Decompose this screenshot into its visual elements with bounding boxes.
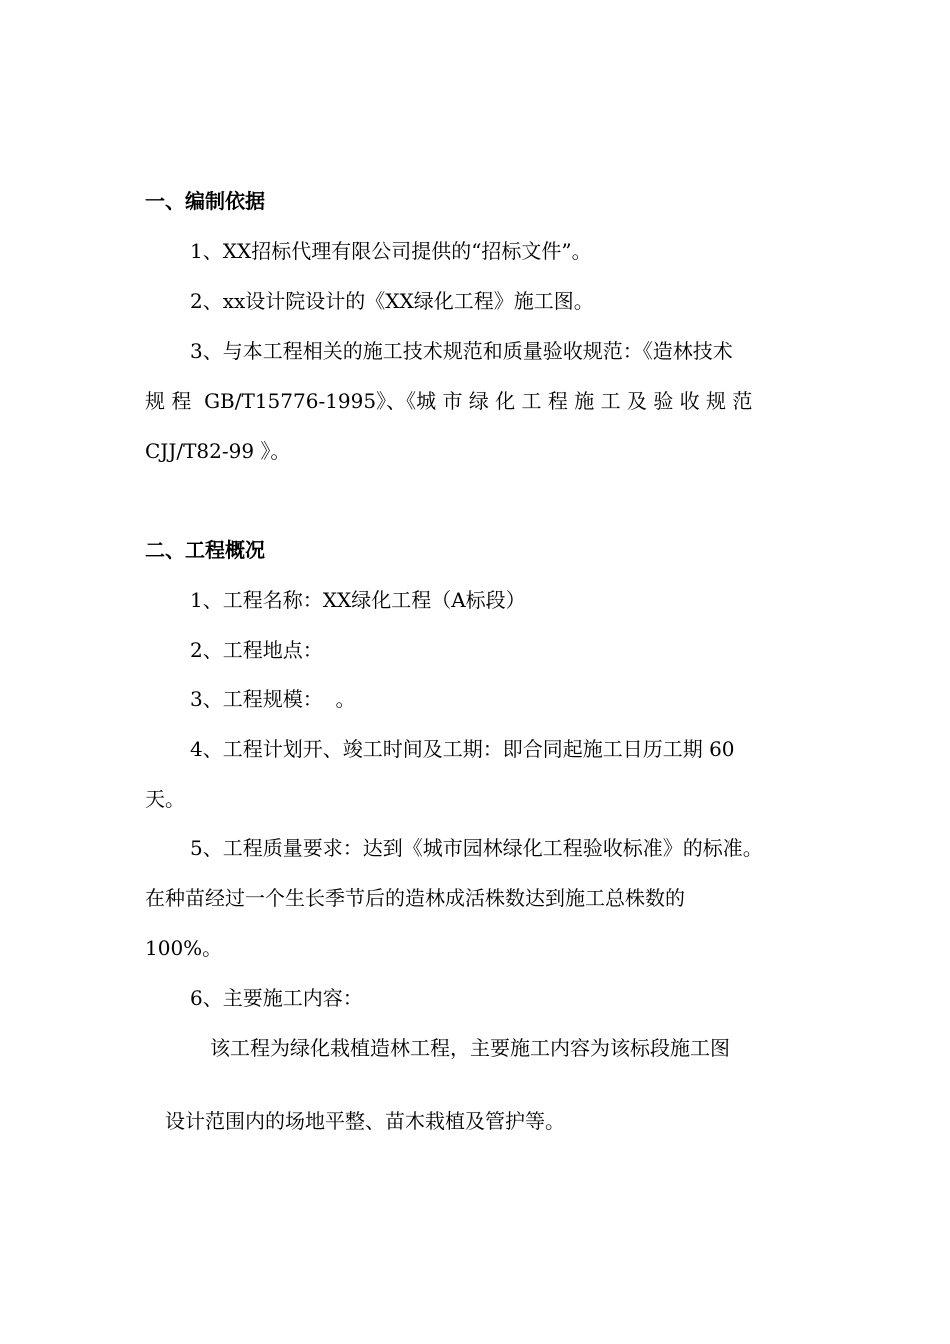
overview-item-5-line-3: 100%。	[145, 936, 223, 960]
basis-item-3-line-2: 规 程 GB/T15776-1995》、《城 市 绿 化 工 程 施 工 及 验 收 规 范	[145, 389, 753, 413]
basis-item-2: 2、xx设计院设计的《XX绿化工程》施工图。	[190, 289, 594, 313]
basis-item-3-line-1: 3、与本工程相关的施工技术规范和质量验收规范：《造林技术	[190, 339, 733, 363]
overview-item-5-line-2: 在种苗经过一个生长季节后的造林成活株数达到施工总株数的	[145, 886, 685, 910]
basis-item-1: 1、XX招标代理有限公司提供的“招标文件”。	[190, 239, 592, 263]
overview-item-2: 2、工程地点：	[190, 638, 323, 662]
section-heading-overview: 二、工程概况	[145, 538, 265, 562]
overview-item-6-body-line-1: 该工程为绿化栽植造林工程，主要施工内容为该标段施工图	[210, 1036, 730, 1060]
overview-item-5-line-1: 5、工程质量要求：达到《城市园林绿化工程验收标准》的标准。	[190, 836, 763, 860]
overview-item-6-body-line-2: 设计范围内的场地平整、苗木栽植及管护等。	[165, 1109, 565, 1133]
section-heading-basis: 一、编制依据	[145, 189, 265, 213]
overview-item-6: 6、主要施工内容：	[190, 986, 363, 1010]
basis-item-3-line-3: CJJ/T82-99 》。	[145, 439, 291, 463]
overview-item-3: 3、工程规模： 。	[190, 687, 356, 711]
overview-item-1: 1、工程名称：XX绿化工程（A标段）	[190, 588, 526, 612]
overview-item-4-line-1: 4、工程计划开、竣工时间及工期：即合同起施工日历工期 60	[190, 737, 735, 761]
overview-item-4-line-2: 天。	[145, 787, 185, 811]
